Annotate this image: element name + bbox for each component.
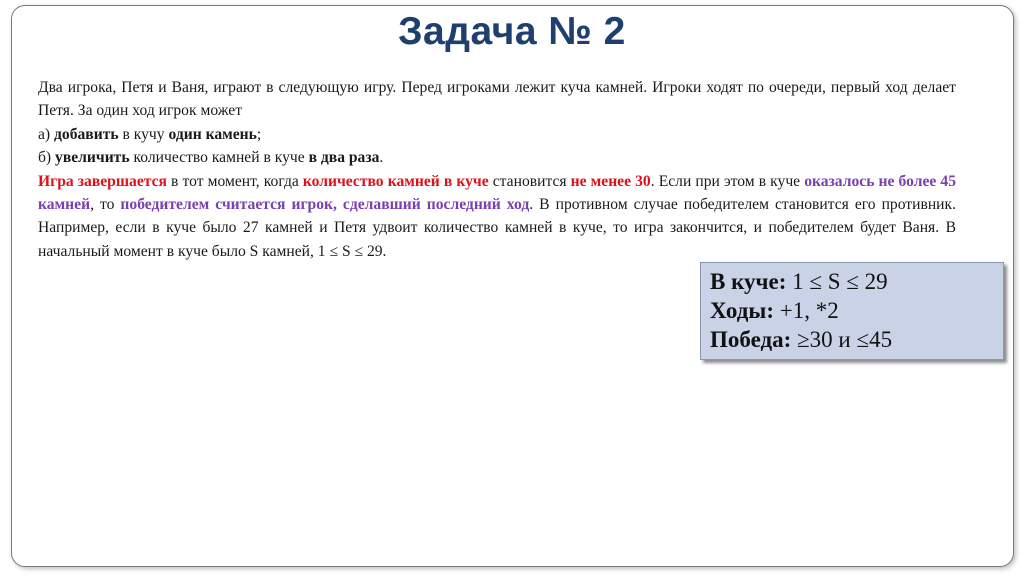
summary-heap-value: 1 ≤ S ≤ 29: [786, 269, 888, 294]
option-a-amount: один камень: [168, 125, 257, 143]
option-b-prefix: б): [38, 149, 56, 167]
option-b-action: увеличить: [55, 149, 130, 167]
rule-max-45: оказалось не более 45 камней: [38, 172, 957, 214]
option-b-end: .: [379, 149, 384, 167]
summary-win-value: ≥30 и ≤45: [791, 327, 893, 352]
option-a-end: ;: [256, 125, 262, 143]
option-a-action: добавить: [54, 125, 119, 143]
option-a: [38, 123, 956, 146]
task-intro: Два игрока, Петя и Ваня, играют в следующую игру. Перед игроками лежит куча камней. Игроки ходят по очереди, первый ход делает Петя. За один ход игрок может: [38, 79, 956, 120]
summary-moves-label: Ходы:: [710, 298, 774, 323]
option-b: [38, 146, 956, 169]
summary-win: [710, 325, 1003, 354]
option-b-middle: количество камней в куче: [129, 149, 309, 167]
game-rules: [38, 170, 956, 264]
summary-heap: [710, 267, 1003, 296]
rule-stone-count: количество камней в куче: [302, 172, 489, 190]
option-a-prefix: а): [38, 125, 55, 143]
rule-text-3: . Если при этом в куче: [650, 172, 805, 190]
rule-winner: победителем считается игрок, сделавший последний ход: [120, 196, 530, 214]
rule-text-5: . В противном случае победителем становится его противник. Например, если в куче было 27 камней и Петя удвоит количество камней в куче, то игра закончится, и победителем будет Ваня. В начальный момент в куче было S камней, 1 ≤ S ≤ 29.: [38, 196, 956, 260]
option-a-middle: в кучу: [118, 125, 169, 143]
summary-moves: [710, 296, 1003, 325]
rule-text-2: становится: [488, 172, 571, 190]
rule-game-ends: Игра завершается: [38, 172, 167, 190]
rule-min-30: не менее 30: [570, 172, 651, 190]
task-text: [38, 76, 956, 263]
summary-win-label: Победа:: [710, 327, 792, 352]
summary-heap-label: В куче:: [710, 269, 787, 294]
slide-title: Задача № 2: [398, 10, 626, 53]
rule-text-1: в тот момент, когда: [166, 172, 303, 190]
rule-text-4: , то: [90, 196, 121, 214]
summary-moves-value: +1, *2: [774, 298, 839, 323]
summary-box: [700, 262, 1004, 360]
option-b-amount: в два раза: [308, 149, 380, 167]
